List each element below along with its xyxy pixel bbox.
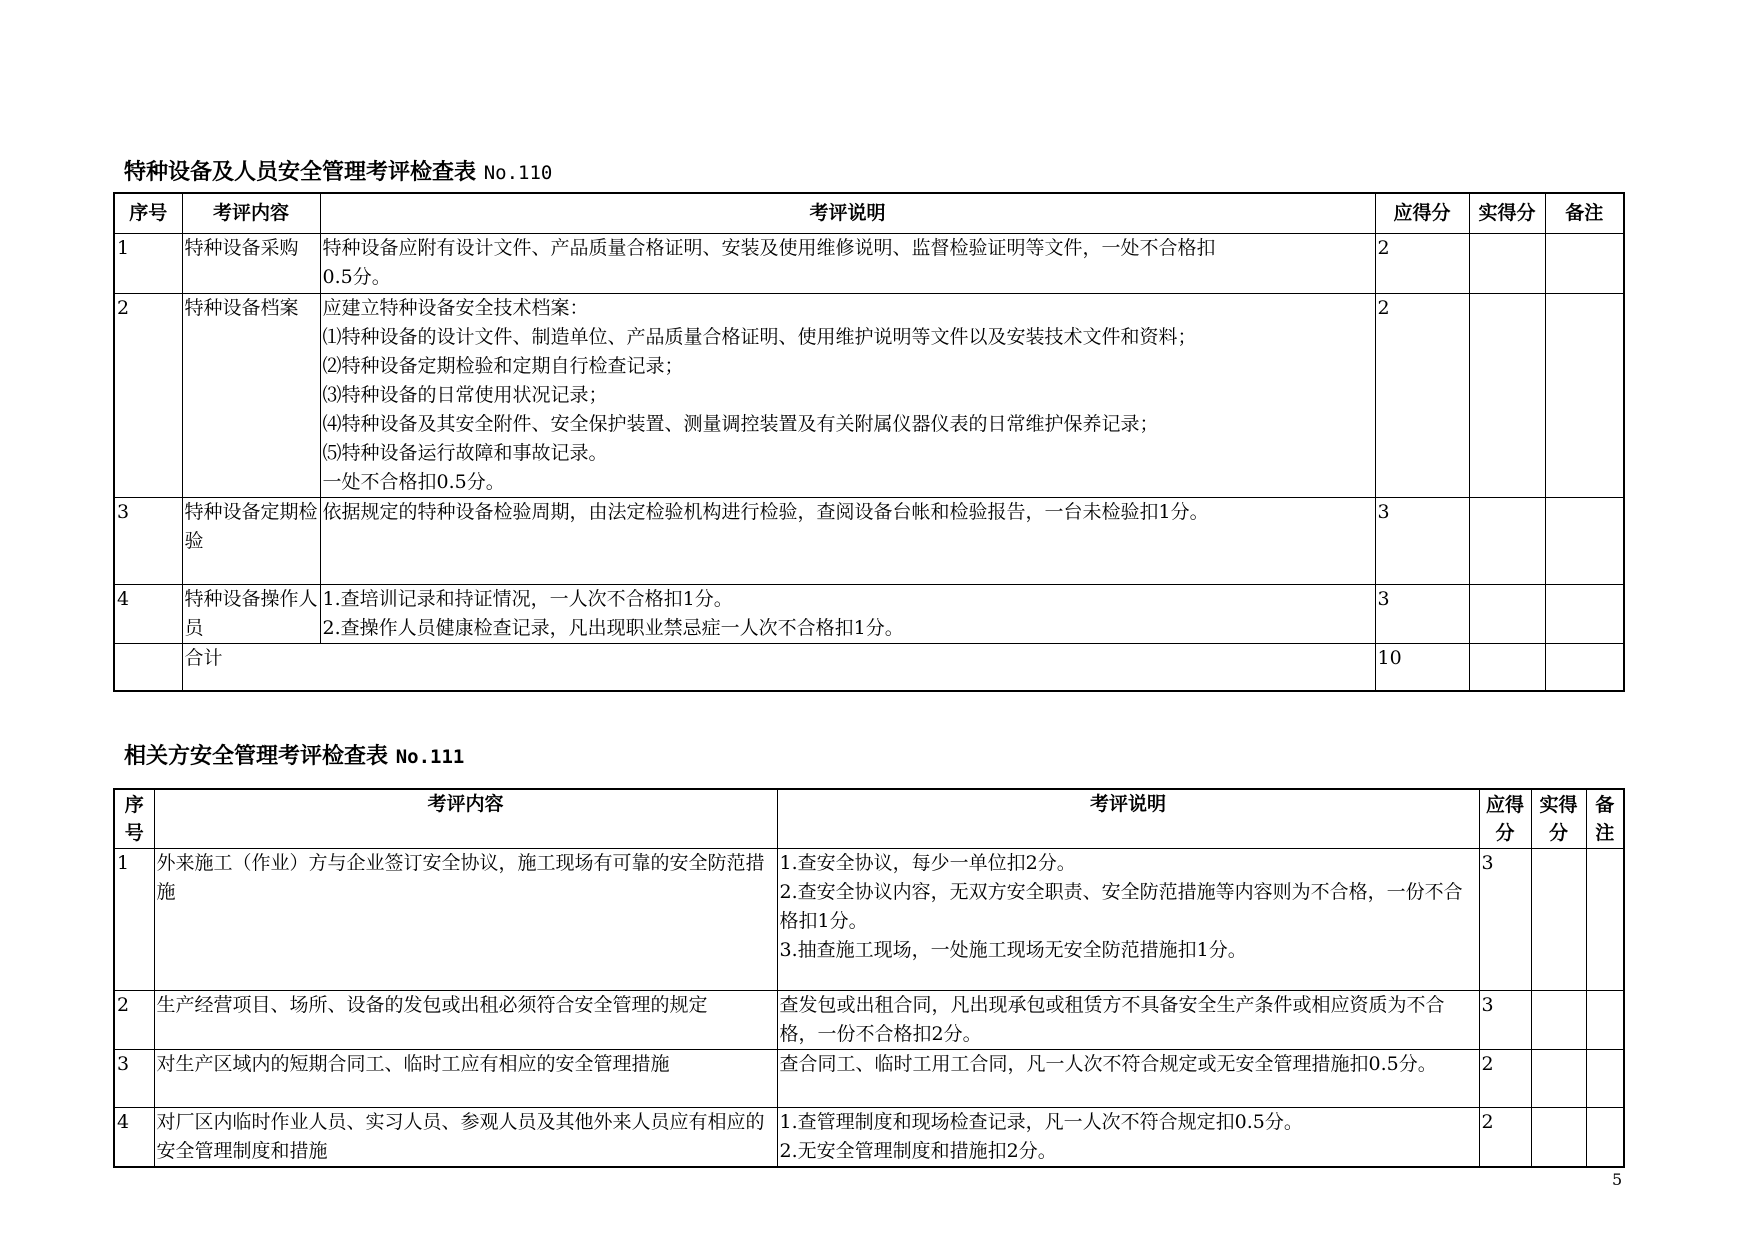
table2-number: No.111	[395, 746, 465, 768]
row-full-score: 2	[1479, 1107, 1531, 1167]
row-remark[interactable]	[1586, 1049, 1624, 1107]
related-party-checklist-table	[113, 788, 1625, 1168]
row-remark[interactable]	[1586, 1107, 1624, 1167]
row-content: 对厂区内临时作业人员、实习人员、参观人员及其他外来人员应有相应的安全管理制度和措施	[154, 1107, 777, 1167]
table-row	[114, 584, 1624, 643]
row-number: 2	[114, 990, 154, 1049]
description-line: 应建立特种设备安全技术档案：	[322, 296, 589, 319]
row-number: 1	[114, 848, 154, 990]
table-row	[114, 293, 1624, 497]
table1-header-row	[114, 193, 1624, 233]
row-actual-score[interactable]	[1469, 293, 1545, 497]
table1-title-text: 特种设备及人员安全管理考评检查表	[124, 160, 477, 185]
row-remark[interactable]	[1586, 990, 1624, 1049]
header-description: 考评说明	[777, 789, 1479, 848]
row-remark[interactable]	[1545, 497, 1624, 584]
header-remark: 备注	[1586, 789, 1624, 848]
table-row	[114, 233, 1624, 293]
table-row	[114, 497, 1624, 584]
row-description	[777, 848, 1479, 990]
row-actual-score[interactable]	[1469, 584, 1545, 643]
header-full-score: 应得分	[1375, 193, 1469, 233]
description-line: 2.查安全协议内容，无双方安全职责、安全防范措施等内容则为不合格，一份不合格扣1分。	[779, 880, 1463, 932]
row-full-score: 2	[1375, 293, 1469, 497]
row-number: 4	[114, 1107, 154, 1167]
description-line: 1.查培训记录和持证情况，一人次不合格扣1分。	[322, 587, 733, 610]
description-line: ⑵特种设备定期检验和定期自行检查记录；	[322, 354, 684, 377]
header-actual-score: 实得分	[1469, 193, 1545, 233]
row-actual-score[interactable]	[1469, 497, 1545, 584]
row-full-score: 3	[1375, 584, 1469, 643]
row-full-score: 2	[1479, 1049, 1531, 1107]
total-remark[interactable]	[1545, 643, 1624, 691]
row-actual-score[interactable]	[1531, 1107, 1586, 1167]
row-number: 4	[114, 584, 182, 643]
row-number: 1	[114, 233, 182, 293]
row-full-score: 3	[1479, 848, 1531, 990]
row-description	[320, 233, 1375, 293]
header-remark: 备注	[1545, 193, 1624, 233]
row-actual-score[interactable]	[1469, 233, 1545, 293]
description-line: 1.查管理制度和现场检查记录，凡一人次不符合规定扣0.5分。	[779, 1110, 1303, 1133]
row-number: 2	[114, 293, 182, 497]
table2-title	[124, 742, 464, 772]
row-content: 对生产区域内的短期合同工、临时工应有相应的安全管理措施	[154, 1049, 777, 1107]
table-row	[114, 1107, 1624, 1167]
row-item: 特种设备定期检验	[182, 497, 320, 584]
description-line: 依据规定的特种设备检验周期，由法定检验机构进行检验，查阅设备台帐和检验报告，一台未检验扣1分。	[322, 500, 1209, 523]
table-row	[114, 848, 1624, 990]
total-score: 10	[1375, 643, 1469, 691]
row-content: 外来施工（作业）方与企业签订安全协议，施工现场有可靠的安全防范措施	[154, 848, 777, 990]
header-actual-score: 实得分	[1531, 789, 1586, 848]
description-line: 2.查操作人员健康检查记录，凡出现职业禁忌症一人次不合格扣1分。	[322, 616, 904, 639]
table-total-row	[114, 643, 1624, 691]
header-content: 考评内容	[182, 193, 320, 233]
header-content: 考评内容	[154, 789, 777, 848]
row-full-score: 3	[1479, 990, 1531, 1049]
row-actual-score[interactable]	[1531, 848, 1586, 990]
row-description	[320, 497, 1375, 584]
row-full-score: 2	[1375, 233, 1469, 293]
table2-header-row	[114, 789, 1624, 848]
description-line: 3.抽查施工现场，一处施工现场无安全防范措施扣1分。	[779, 938, 1247, 961]
total-actual-score[interactable]	[1469, 643, 1545, 691]
header-full-score: 应得分	[1479, 789, 1531, 848]
header-seq: 序号	[114, 789, 154, 848]
description-line: 2.无安全管理制度和措施扣2分。	[779, 1139, 1057, 1162]
description-line: ⑴特种设备的设计文件、制造单位、产品质量合格证明、使用维护说明等文件以及安装技术文件和资料；	[322, 325, 1197, 348]
header-seq: 序号	[114, 193, 182, 233]
page-number: 5	[1612, 1170, 1623, 1189]
row-item: 特种设备采购	[182, 233, 320, 293]
row-description: 查合同工、临时工用工合同，凡一人次不符合规定或无安全管理措施扣0.5分。	[777, 1049, 1479, 1107]
row-actual-score[interactable]	[1531, 990, 1586, 1049]
row-description	[320, 293, 1375, 497]
table-row	[114, 990, 1624, 1049]
total-label: 合计	[182, 643, 1375, 691]
description-line: 1.查安全协议，每少一单位扣2分。	[779, 851, 1076, 874]
table1-number: No.110	[483, 162, 553, 184]
special-equipment-checklist-table	[113, 192, 1625, 692]
table-row	[114, 1049, 1624, 1107]
description-line: 0.5分。	[322, 265, 391, 288]
row-full-score: 3	[1375, 497, 1469, 584]
table2-title-text: 相关方安全管理考评检查表	[124, 744, 389, 769]
description-line: ⑷特种设备及其安全附件、安全保护装置、测量调控装置及有关附属仪器仪表的日常维护保养记录；	[322, 412, 1159, 435]
row-item: 特种设备档案	[182, 293, 320, 497]
row-remark[interactable]	[1545, 293, 1624, 497]
row-remark[interactable]	[1545, 584, 1624, 643]
description-line: 特种设备应附有设计文件、产品质量合格证明、安装及使用维修说明、监督检验证明等文件，一处不合格扣	[322, 236, 1216, 259]
description-line: 一处不合格扣0.5分。	[322, 470, 505, 493]
row-actual-score[interactable]	[1531, 1049, 1586, 1107]
row-description	[777, 1107, 1479, 1167]
description-line: ⑶特种设备的日常使用状况记录；	[322, 383, 608, 406]
description-line: ⑸特种设备运行故障和事故记录。	[322, 441, 608, 464]
row-number: 3	[114, 1049, 154, 1107]
row-number: 3	[114, 497, 182, 584]
total-row-number	[114, 643, 182, 691]
row-item: 特种设备操作人员	[182, 584, 320, 643]
row-description: 查发包或出租合同，凡出现承包或租赁方不具备安全生产条件或相应资质为不合格，一份不合格扣2分。	[777, 990, 1479, 1049]
header-description: 考评说明	[320, 193, 1375, 233]
table1-title	[124, 158, 552, 188]
row-description	[320, 584, 1375, 643]
row-content: 生产经营项目、场所、设备的发包或出租必须符合安全管理的规定	[154, 990, 777, 1049]
row-remark[interactable]	[1545, 233, 1624, 293]
row-remark[interactable]	[1586, 848, 1624, 990]
